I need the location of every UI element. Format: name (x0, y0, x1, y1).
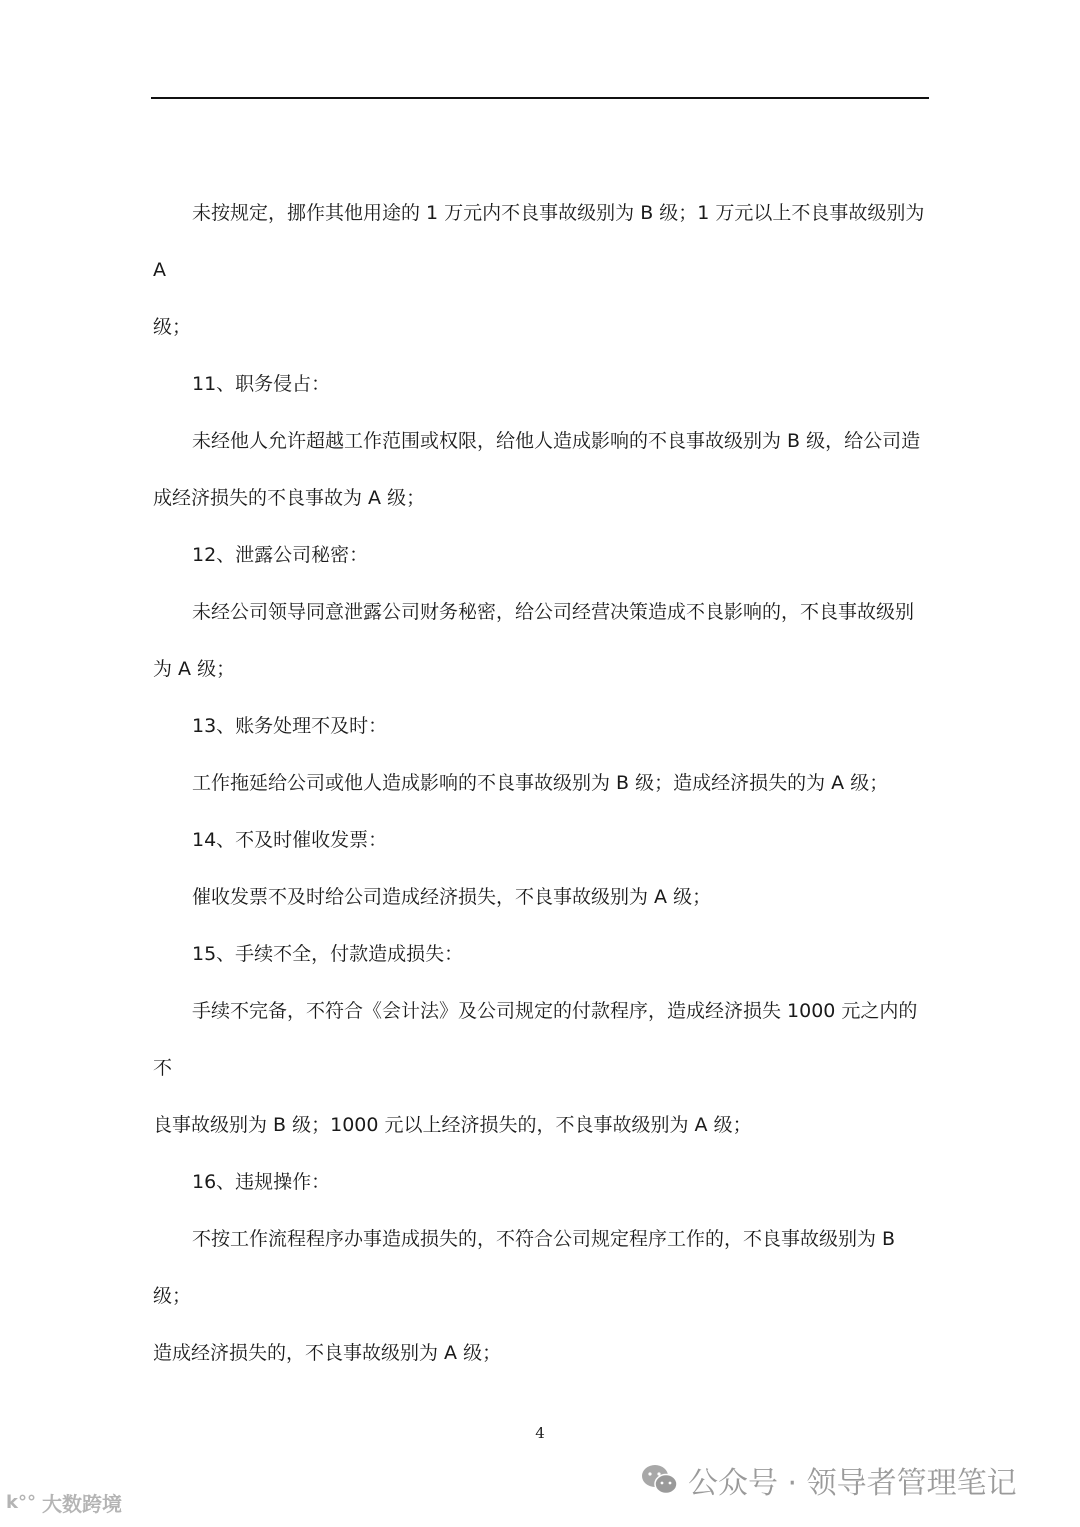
paragraph: 不按工作流程程序办事造成损失的，不符合公司规定程序工作的，不良事故级别为 B 级； (153, 1228, 896, 1307)
paragraph: 造成经济损失的，不良事故级别为 A 级； (153, 1342, 502, 1364)
wechat-icon (640, 1463, 680, 1497)
page-number: 4 (535, 1424, 545, 1442)
paragraph: 未经他人允许超越工作范围或权限，给他人造成影响的不良事故级别为 B 级，给公司造 (192, 430, 921, 452)
watermark-text: 大数跨境 (41, 1492, 122, 1516)
logo-icon: k°° (6, 1492, 36, 1513)
paragraph: 级； (153, 316, 192, 338)
paragraph: 工作拖延给公司或他人造成影响的不良事故级别为 B 级；造成经济损失的为 A 级； (192, 772, 889, 794)
section-heading: 16、违规操作： (192, 1171, 331, 1193)
header-rule (151, 97, 929, 99)
paragraph: 为 A 级； (153, 658, 236, 680)
wechat-watermark (640, 1458, 1017, 1502)
document-body (153, 185, 928, 1382)
paragraph: 成经济损失的不良事故为 A 级； (153, 487, 426, 509)
watermark-text: 公众号 · 领导者管理笔记 (688, 1466, 1017, 1501)
paragraph: 催收发票不及时给公司造成经济损失，不良事故级别为 A 级； (192, 886, 712, 908)
paragraph: 良事故级别为 B 级；1000 元以上经济损失的，不良事故级别为 A 级； (153, 1114, 752, 1136)
section-heading: 11、职务侵占： (192, 373, 331, 395)
paragraph: 未按规定，挪作其他用途的 1 万元内不良事故级别为 B 级；1 万元以上不良事故级别为 A (153, 202, 925, 281)
section-heading: 15、手续不全，付款造成损失： (192, 943, 464, 965)
section-heading: 12、泄露公司秘密： (192, 544, 369, 566)
paragraph: 手续不完备，不符合《会计法》及公司规定的付款程序，造成经济损失 1000 元之内的不 (153, 1000, 918, 1079)
section-heading: 14、不及时催收发票： (192, 829, 388, 851)
paragraph: 未经公司领导同意泄露公司财务秘密，给公司经营决策造成不良影响的，不良事故级别 (192, 601, 915, 623)
brand-watermark (6, 1488, 122, 1517)
section-heading: 13、账务处理不及时： (192, 715, 388, 737)
